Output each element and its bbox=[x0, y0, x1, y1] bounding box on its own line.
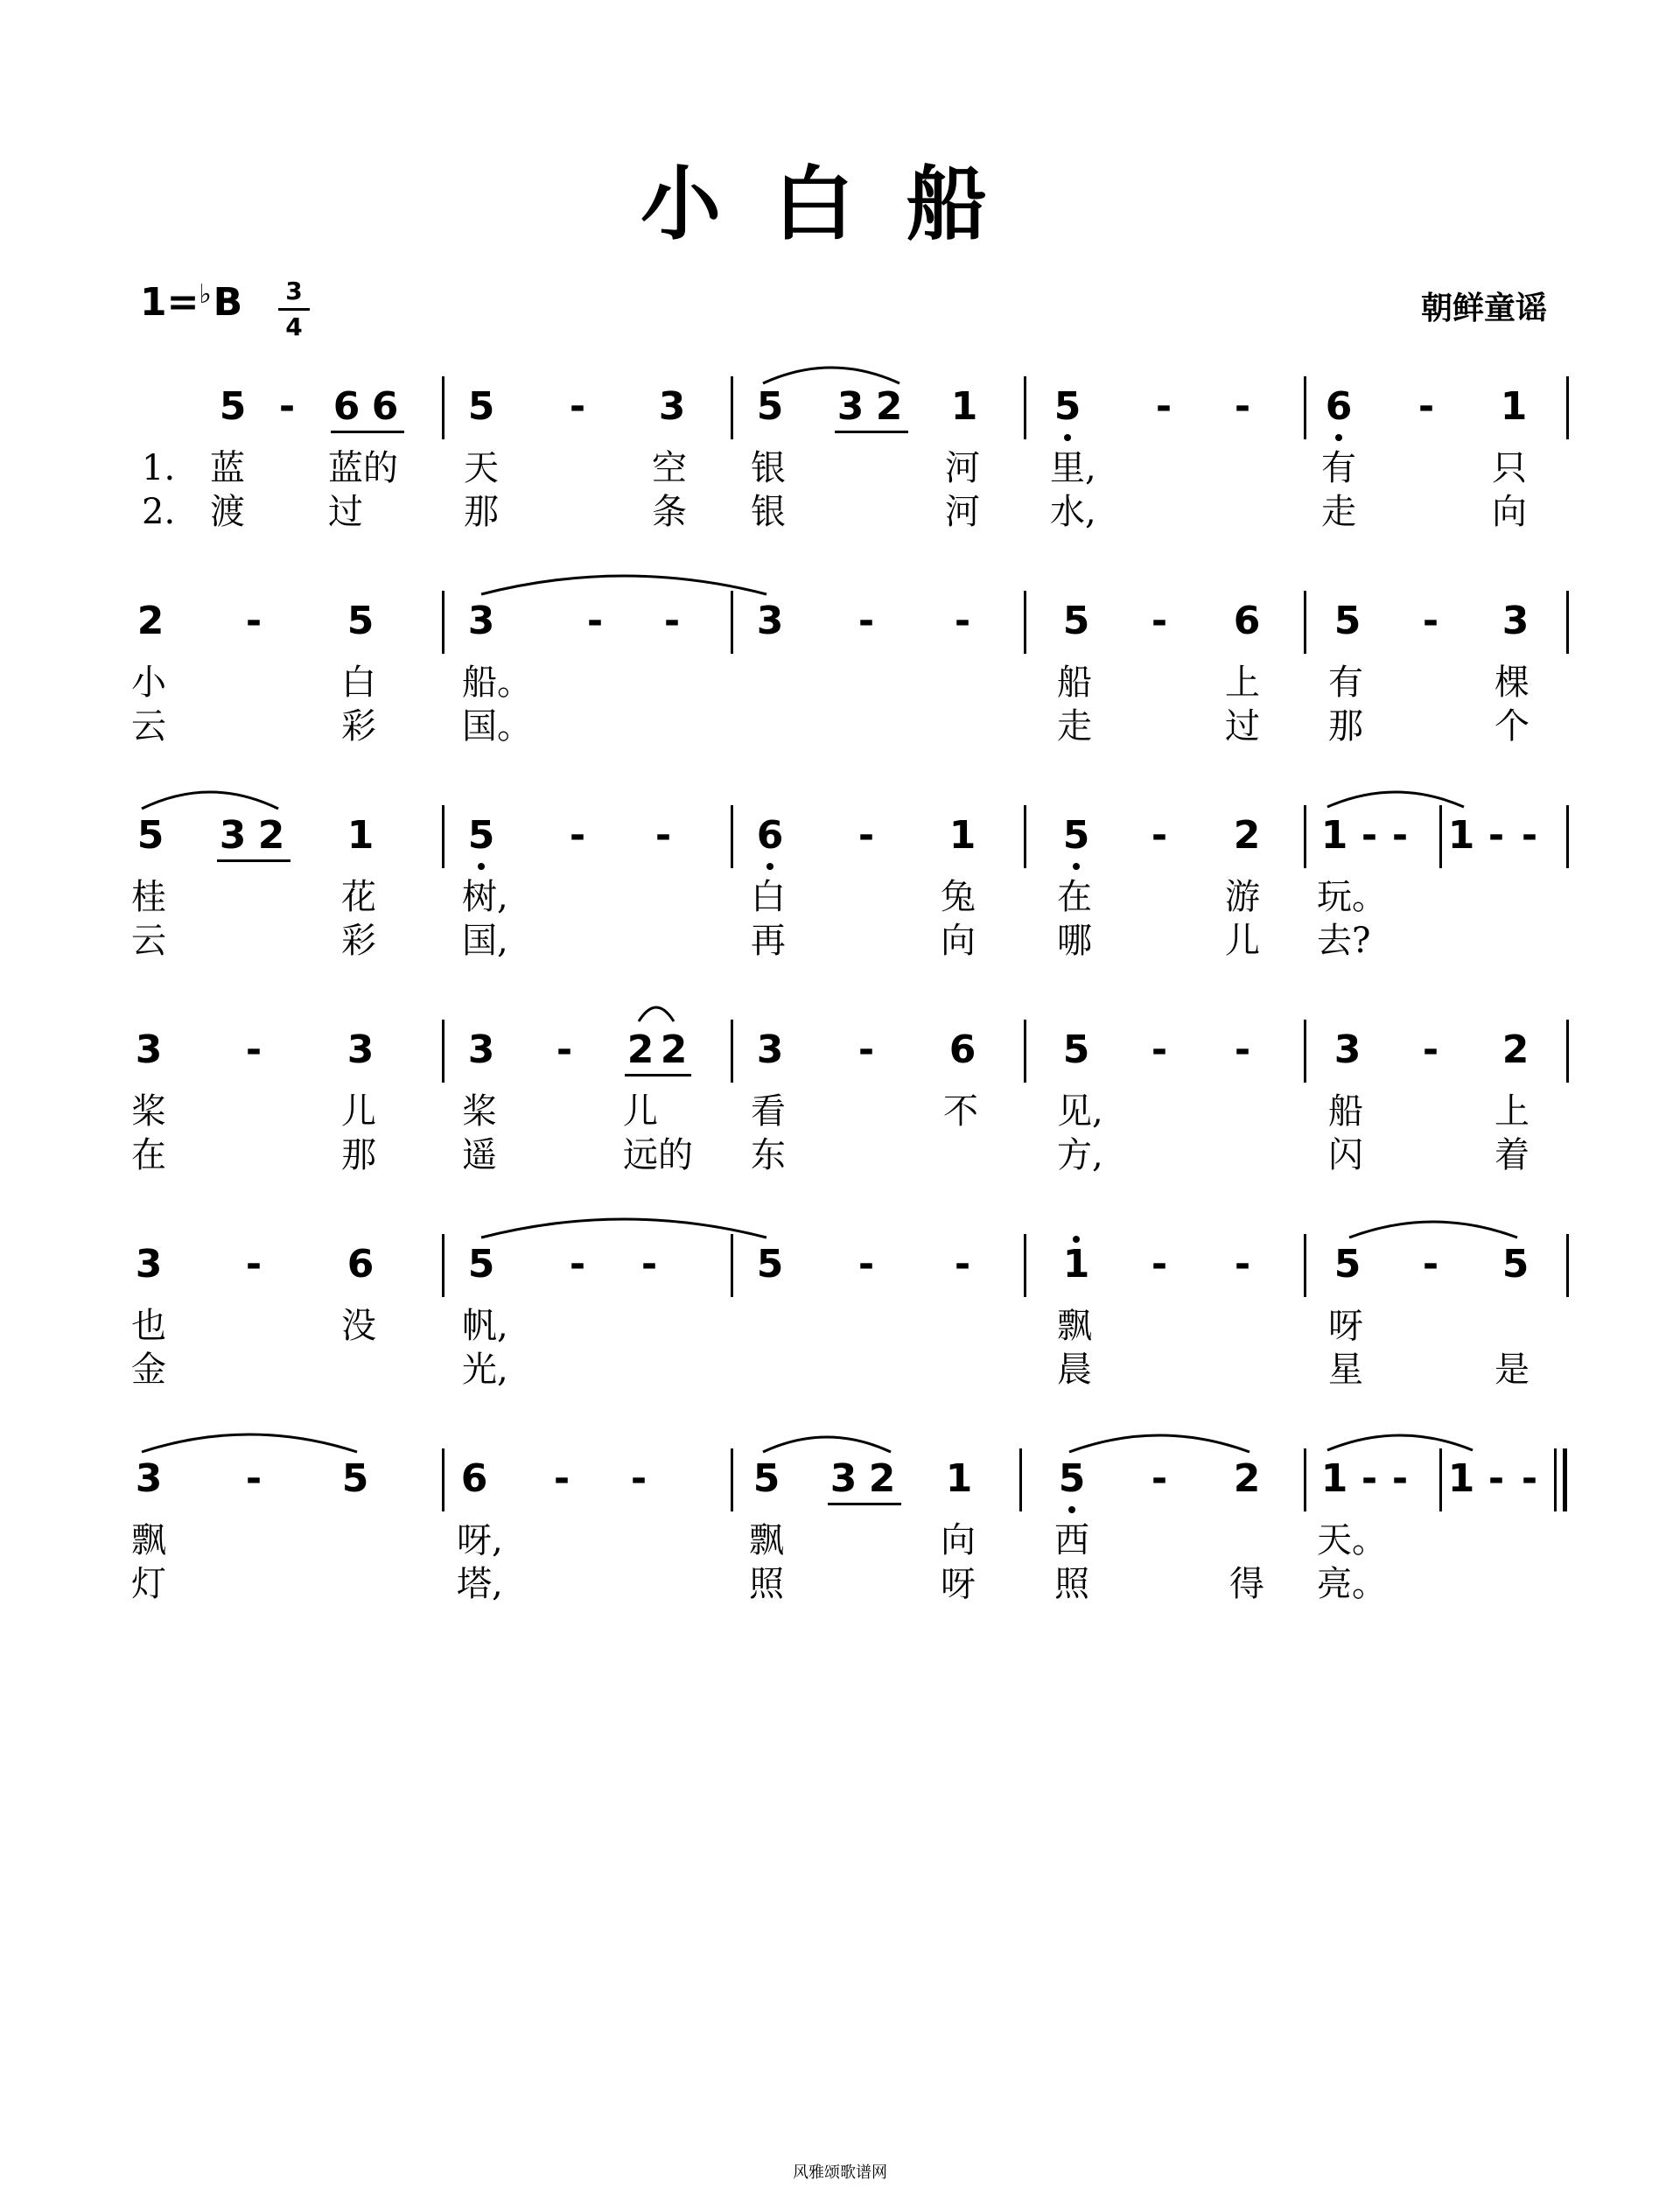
barline bbox=[1024, 1234, 1026, 1297]
lyric: 也 bbox=[131, 1306, 166, 1346]
song-title: 小白船 bbox=[640, 158, 1040, 251]
barline bbox=[1566, 591, 1569, 654]
barline bbox=[1304, 805, 1306, 868]
note-dash: - bbox=[858, 1242, 875, 1287]
note: 5 bbox=[341, 1456, 369, 1501]
underline bbox=[835, 431, 908, 433]
barline bbox=[1566, 805, 1569, 868]
note: 6 bbox=[460, 1456, 488, 1501]
note: 5 bbox=[752, 1456, 780, 1501]
lyric: 在 bbox=[1057, 877, 1092, 917]
note: 5 bbox=[1058, 1456, 1086, 1501]
system-4 bbox=[0, 1011, 1680, 1203]
barline bbox=[1024, 1020, 1026, 1083]
barline bbox=[442, 1020, 444, 1083]
lyric: 呀, bbox=[457, 1520, 503, 1560]
note: 5 bbox=[219, 384, 247, 429]
lyric: 渡 bbox=[210, 492, 245, 532]
note-dash: - bbox=[654, 813, 672, 858]
lyric: 那 bbox=[1328, 706, 1363, 747]
lyric: 白 bbox=[341, 663, 376, 703]
barline bbox=[731, 1020, 733, 1083]
lyric: 哪 bbox=[1057, 921, 1092, 961]
system-6 bbox=[0, 1440, 1680, 1632]
lyric: 见, bbox=[1057, 1091, 1103, 1132]
note-dash: - bbox=[1422, 1242, 1439, 1287]
low-octave-dot bbox=[766, 863, 774, 870]
verse-number: 1. bbox=[142, 448, 176, 488]
note: 1 bbox=[346, 813, 374, 858]
note-dash: - bbox=[1391, 813, 1409, 858]
lyric: 船。 bbox=[462, 663, 532, 703]
verse-number: 2. bbox=[142, 492, 176, 532]
note-dash: - bbox=[1488, 813, 1505, 858]
note: 3 bbox=[756, 1027, 784, 1072]
barline bbox=[1024, 591, 1026, 654]
lyric: 帆, bbox=[462, 1306, 508, 1346]
note: 5 bbox=[467, 813, 495, 858]
time-signature-line bbox=[278, 308, 310, 311]
lyric: 飘 bbox=[749, 1520, 784, 1560]
lyric: 向 bbox=[941, 1520, 976, 1560]
note-dash: - bbox=[569, 1242, 586, 1287]
note-dash: - bbox=[556, 1027, 573, 1072]
note-dash: - bbox=[1422, 599, 1439, 643]
lyric: 只 bbox=[1492, 448, 1527, 488]
note: 1 bbox=[950, 384, 978, 429]
lyric: 灯 bbox=[131, 1564, 166, 1604]
slur bbox=[1326, 782, 1466, 809]
note: 2 bbox=[1233, 813, 1261, 858]
lyric: 儿 bbox=[623, 1091, 658, 1132]
note: 3 bbox=[135, 1027, 163, 1072]
lyric: 走 bbox=[1321, 492, 1356, 532]
note: 2 bbox=[868, 1456, 896, 1501]
note-dash: - bbox=[569, 384, 586, 429]
note-dash: - bbox=[954, 1242, 971, 1287]
system-5 bbox=[0, 1225, 1680, 1418]
lyric: 晨 bbox=[1057, 1350, 1092, 1390]
barline bbox=[1304, 1234, 1306, 1297]
low-octave-dot bbox=[1073, 863, 1080, 870]
barline bbox=[1304, 1020, 1306, 1083]
note: 5 bbox=[346, 599, 374, 643]
note: 3 bbox=[1334, 1027, 1362, 1072]
lyric: 船 bbox=[1328, 1091, 1363, 1132]
lyric: 云 bbox=[131, 921, 166, 961]
lyric: 河 bbox=[945, 492, 980, 532]
note: 1 bbox=[1320, 1456, 1348, 1501]
note: 2 bbox=[136, 599, 164, 643]
barline bbox=[442, 591, 444, 654]
system-3 bbox=[0, 796, 1680, 989]
lyric: 过 bbox=[328, 492, 363, 532]
lyric: 桨 bbox=[131, 1091, 166, 1132]
barline bbox=[1566, 376, 1569, 439]
key-prefix: 1= bbox=[140, 280, 200, 325]
note: 6 bbox=[346, 1242, 374, 1287]
lyric: 天 bbox=[464, 448, 499, 488]
note: 5 bbox=[1334, 599, 1362, 643]
lyric: 过 bbox=[1225, 706, 1260, 747]
lyric: 看 bbox=[751, 1091, 786, 1132]
lyric: 上 bbox=[1225, 663, 1260, 703]
lyric: 天。 bbox=[1317, 1520, 1387, 1560]
note-dash: - bbox=[1361, 813, 1378, 858]
lyric: 有 bbox=[1321, 448, 1356, 488]
system-1 bbox=[0, 368, 1680, 560]
note-dash: - bbox=[586, 599, 604, 643]
barline bbox=[1439, 805, 1442, 868]
lyric: 彩 bbox=[341, 706, 376, 747]
lyric: 向 bbox=[941, 921, 976, 961]
slur bbox=[480, 1210, 768, 1239]
lyric: 有 bbox=[1328, 663, 1363, 703]
underline bbox=[217, 859, 290, 862]
note-dash: - bbox=[278, 384, 296, 429]
slur bbox=[637, 999, 676, 1023]
note-dash: - bbox=[1151, 1456, 1168, 1501]
note: 2 bbox=[1233, 1456, 1261, 1501]
note-dash: - bbox=[1418, 384, 1435, 429]
lyric: 白 bbox=[751, 877, 786, 917]
note-dash: - bbox=[245, 1242, 262, 1287]
barline bbox=[1566, 1234, 1569, 1297]
note-dash: - bbox=[1234, 384, 1251, 429]
lyric: 闪 bbox=[1328, 1135, 1363, 1175]
note: 5 bbox=[136, 813, 164, 858]
lyric: 花 bbox=[341, 877, 376, 917]
lyric: 不 bbox=[943, 1091, 978, 1132]
note: 1 bbox=[945, 1456, 973, 1501]
low-octave-dot bbox=[1335, 434, 1342, 441]
note-dash: - bbox=[630, 1456, 648, 1501]
lyric: 在 bbox=[131, 1135, 166, 1175]
note: 1 bbox=[1320, 813, 1348, 858]
lyric: 方, bbox=[1057, 1135, 1103, 1175]
lyric: 那 bbox=[341, 1135, 376, 1175]
note-dash: - bbox=[1521, 1456, 1538, 1501]
note: 6 bbox=[756, 813, 784, 858]
note-dash: - bbox=[569, 813, 586, 858]
note: 5 bbox=[1502, 1242, 1530, 1287]
lyric: 玩。 bbox=[1317, 877, 1387, 917]
slur bbox=[140, 782, 280, 810]
barline bbox=[1024, 805, 1026, 868]
note: 3 bbox=[135, 1242, 163, 1287]
note: 5 bbox=[1062, 1027, 1090, 1072]
lyric: 船 bbox=[1057, 663, 1092, 703]
lyric: 河 bbox=[945, 448, 980, 488]
slur bbox=[1348, 1213, 1519, 1239]
note-dash: - bbox=[1151, 813, 1168, 858]
barline bbox=[1304, 1448, 1306, 1511]
note-dash: - bbox=[245, 1027, 262, 1072]
note: 2 bbox=[626, 1027, 654, 1072]
lyric: 向 bbox=[1492, 492, 1527, 532]
lyric: 西 bbox=[1054, 1520, 1089, 1560]
note: 3 bbox=[1502, 599, 1530, 643]
lyric: 彩 bbox=[341, 921, 376, 961]
underline bbox=[625, 1074, 691, 1076]
note: 3 bbox=[467, 1027, 495, 1072]
note-dash: - bbox=[1151, 599, 1168, 643]
barline bbox=[442, 1448, 444, 1511]
lyric: 那 bbox=[464, 492, 499, 532]
note: 3 bbox=[756, 599, 784, 643]
lyric: 游 bbox=[1225, 877, 1260, 917]
note-dash: - bbox=[245, 599, 262, 643]
lyric: 桂 bbox=[131, 877, 166, 917]
barline bbox=[1024, 376, 1026, 439]
note: 6 bbox=[1325, 384, 1353, 429]
final-barline-thin bbox=[1554, 1448, 1557, 1511]
lyric: 照 bbox=[749, 1564, 784, 1604]
lyric: 兔 bbox=[941, 877, 976, 917]
barline bbox=[442, 376, 444, 439]
note: 3 bbox=[219, 813, 247, 858]
note: 5 bbox=[1334, 1242, 1362, 1287]
note: 3 bbox=[135, 1456, 163, 1501]
note: 6 bbox=[1233, 599, 1261, 643]
note: 5 bbox=[1054, 384, 1082, 429]
lyric: 是 bbox=[1494, 1350, 1530, 1390]
note: 3 bbox=[467, 599, 495, 643]
barline bbox=[1019, 1448, 1022, 1511]
slur bbox=[480, 566, 768, 596]
lyric: 上 bbox=[1494, 1091, 1530, 1132]
note: 6 bbox=[332, 384, 360, 429]
barline bbox=[442, 1234, 444, 1297]
lyric: 飘 bbox=[1057, 1306, 1092, 1346]
slur bbox=[1068, 1426, 1251, 1454]
lyric: 空 bbox=[652, 448, 687, 488]
lyric: 没 bbox=[341, 1306, 376, 1346]
low-octave-dot bbox=[478, 863, 485, 870]
lyric: 国, bbox=[462, 921, 508, 961]
note-dash: - bbox=[1391, 1456, 1409, 1501]
slur bbox=[761, 359, 901, 385]
slur bbox=[761, 1427, 892, 1454]
lyric: 个 bbox=[1494, 706, 1530, 747]
note-dash: - bbox=[1422, 1027, 1439, 1072]
note: 2 bbox=[660, 1027, 688, 1072]
note: 6 bbox=[371, 384, 399, 429]
lyric: 小 bbox=[131, 663, 166, 703]
note-dash: - bbox=[858, 599, 875, 643]
barline bbox=[731, 376, 733, 439]
lyric: 着 bbox=[1494, 1135, 1530, 1175]
note: 2 bbox=[257, 813, 285, 858]
lyric: 蓝 bbox=[210, 448, 245, 488]
note: 5 bbox=[756, 1242, 784, 1287]
note: 1 bbox=[1500, 384, 1528, 429]
underline bbox=[331, 431, 404, 433]
barline bbox=[731, 805, 733, 868]
low-octave-dot bbox=[1068, 1506, 1075, 1513]
lyric: 水, bbox=[1050, 492, 1096, 532]
lyric: 亮。 bbox=[1317, 1564, 1387, 1604]
key-note: B bbox=[213, 280, 243, 325]
note: 2 bbox=[1502, 1027, 1530, 1072]
lyric: 照 bbox=[1054, 1564, 1089, 1604]
lyric: 走 bbox=[1057, 706, 1092, 747]
lyric: 得 bbox=[1229, 1564, 1264, 1604]
key-signature bbox=[140, 280, 242, 325]
lyric: 星 bbox=[1328, 1350, 1363, 1390]
note-dash: - bbox=[245, 1456, 262, 1501]
note-dash: - bbox=[1151, 1242, 1168, 1287]
note-dash: - bbox=[1234, 1242, 1251, 1287]
time-signature-bottom: 4 bbox=[285, 312, 303, 341]
source-credit: 朝鲜童谣 bbox=[1420, 291, 1547, 326]
barline bbox=[731, 1448, 733, 1511]
lyric: 光, bbox=[462, 1350, 508, 1390]
barline bbox=[731, 591, 733, 654]
low-octave-dot bbox=[1064, 434, 1071, 441]
underline bbox=[828, 1503, 901, 1505]
lyric: 呀 bbox=[1328, 1306, 1363, 1346]
note-dash: - bbox=[954, 599, 971, 643]
note-dash: - bbox=[553, 1456, 570, 1501]
note: 1 bbox=[1447, 813, 1475, 858]
lyric: 桨 bbox=[462, 1091, 497, 1132]
lyric: 呀 bbox=[941, 1564, 976, 1604]
lyric: 树, bbox=[462, 877, 508, 917]
lyric: 国。 bbox=[462, 706, 532, 747]
note: 1 bbox=[1062, 1242, 1090, 1287]
note: 2 bbox=[875, 384, 903, 429]
lyric: 条 bbox=[652, 492, 687, 532]
lyric: 银 bbox=[751, 448, 786, 488]
note: 5 bbox=[1062, 813, 1090, 858]
note-dash: - bbox=[663, 599, 681, 643]
note-dash: - bbox=[858, 813, 875, 858]
note-dash: - bbox=[1521, 813, 1538, 858]
note-dash: - bbox=[640, 1242, 658, 1287]
lyric: 银 bbox=[751, 492, 786, 532]
lyric: 去? bbox=[1317, 921, 1371, 961]
note-dash: - bbox=[1151, 1027, 1168, 1072]
note: 5 bbox=[1062, 599, 1090, 643]
lyric: 遥 bbox=[462, 1135, 497, 1175]
final-barline-thick bbox=[1563, 1448, 1567, 1511]
barline bbox=[1566, 1020, 1569, 1083]
lyric: 儿 bbox=[1225, 921, 1260, 961]
note: 3 bbox=[346, 1027, 374, 1072]
barline bbox=[1439, 1448, 1442, 1511]
note: 5 bbox=[467, 1242, 495, 1287]
note-dash: - bbox=[1155, 384, 1172, 429]
note-dash: - bbox=[1234, 1027, 1251, 1072]
lyric: 里, bbox=[1050, 448, 1096, 488]
lyric: 再 bbox=[751, 921, 786, 961]
flat-icon: ♭ bbox=[199, 279, 212, 310]
note-dash: - bbox=[1361, 1456, 1378, 1501]
note: 3 bbox=[830, 1456, 858, 1501]
slur bbox=[1326, 1426, 1474, 1452]
barline bbox=[442, 805, 444, 868]
barline bbox=[1304, 376, 1306, 439]
lyric: 塔, bbox=[457, 1564, 503, 1604]
footer-watermark: 风雅颂歌谱网 bbox=[793, 2163, 887, 2182]
note: 3 bbox=[658, 384, 686, 429]
note: 5 bbox=[467, 384, 495, 429]
note-dash: - bbox=[1488, 1456, 1505, 1501]
lyric: 云 bbox=[131, 706, 166, 747]
system-2 bbox=[0, 582, 1680, 775]
lyric: 飘 bbox=[131, 1520, 166, 1560]
lyric: 金 bbox=[131, 1350, 166, 1390]
note: 1 bbox=[948, 813, 976, 858]
barline bbox=[1304, 591, 1306, 654]
lyric: 儿 bbox=[341, 1091, 376, 1132]
time-signature-top: 3 bbox=[285, 277, 303, 305]
note-dash: - bbox=[858, 1027, 875, 1072]
note: 6 bbox=[948, 1027, 976, 1072]
barline bbox=[731, 1234, 733, 1297]
note: 5 bbox=[756, 384, 784, 429]
lyric: 棵 bbox=[1494, 663, 1530, 703]
note: 3 bbox=[836, 384, 864, 429]
lyric: 东 bbox=[751, 1135, 786, 1175]
note: 1 bbox=[1447, 1456, 1475, 1501]
lyric: 远的 bbox=[623, 1135, 693, 1175]
lyric: 蓝的 bbox=[328, 448, 398, 488]
time-signature bbox=[278, 277, 310, 342]
slur bbox=[140, 1424, 359, 1454]
